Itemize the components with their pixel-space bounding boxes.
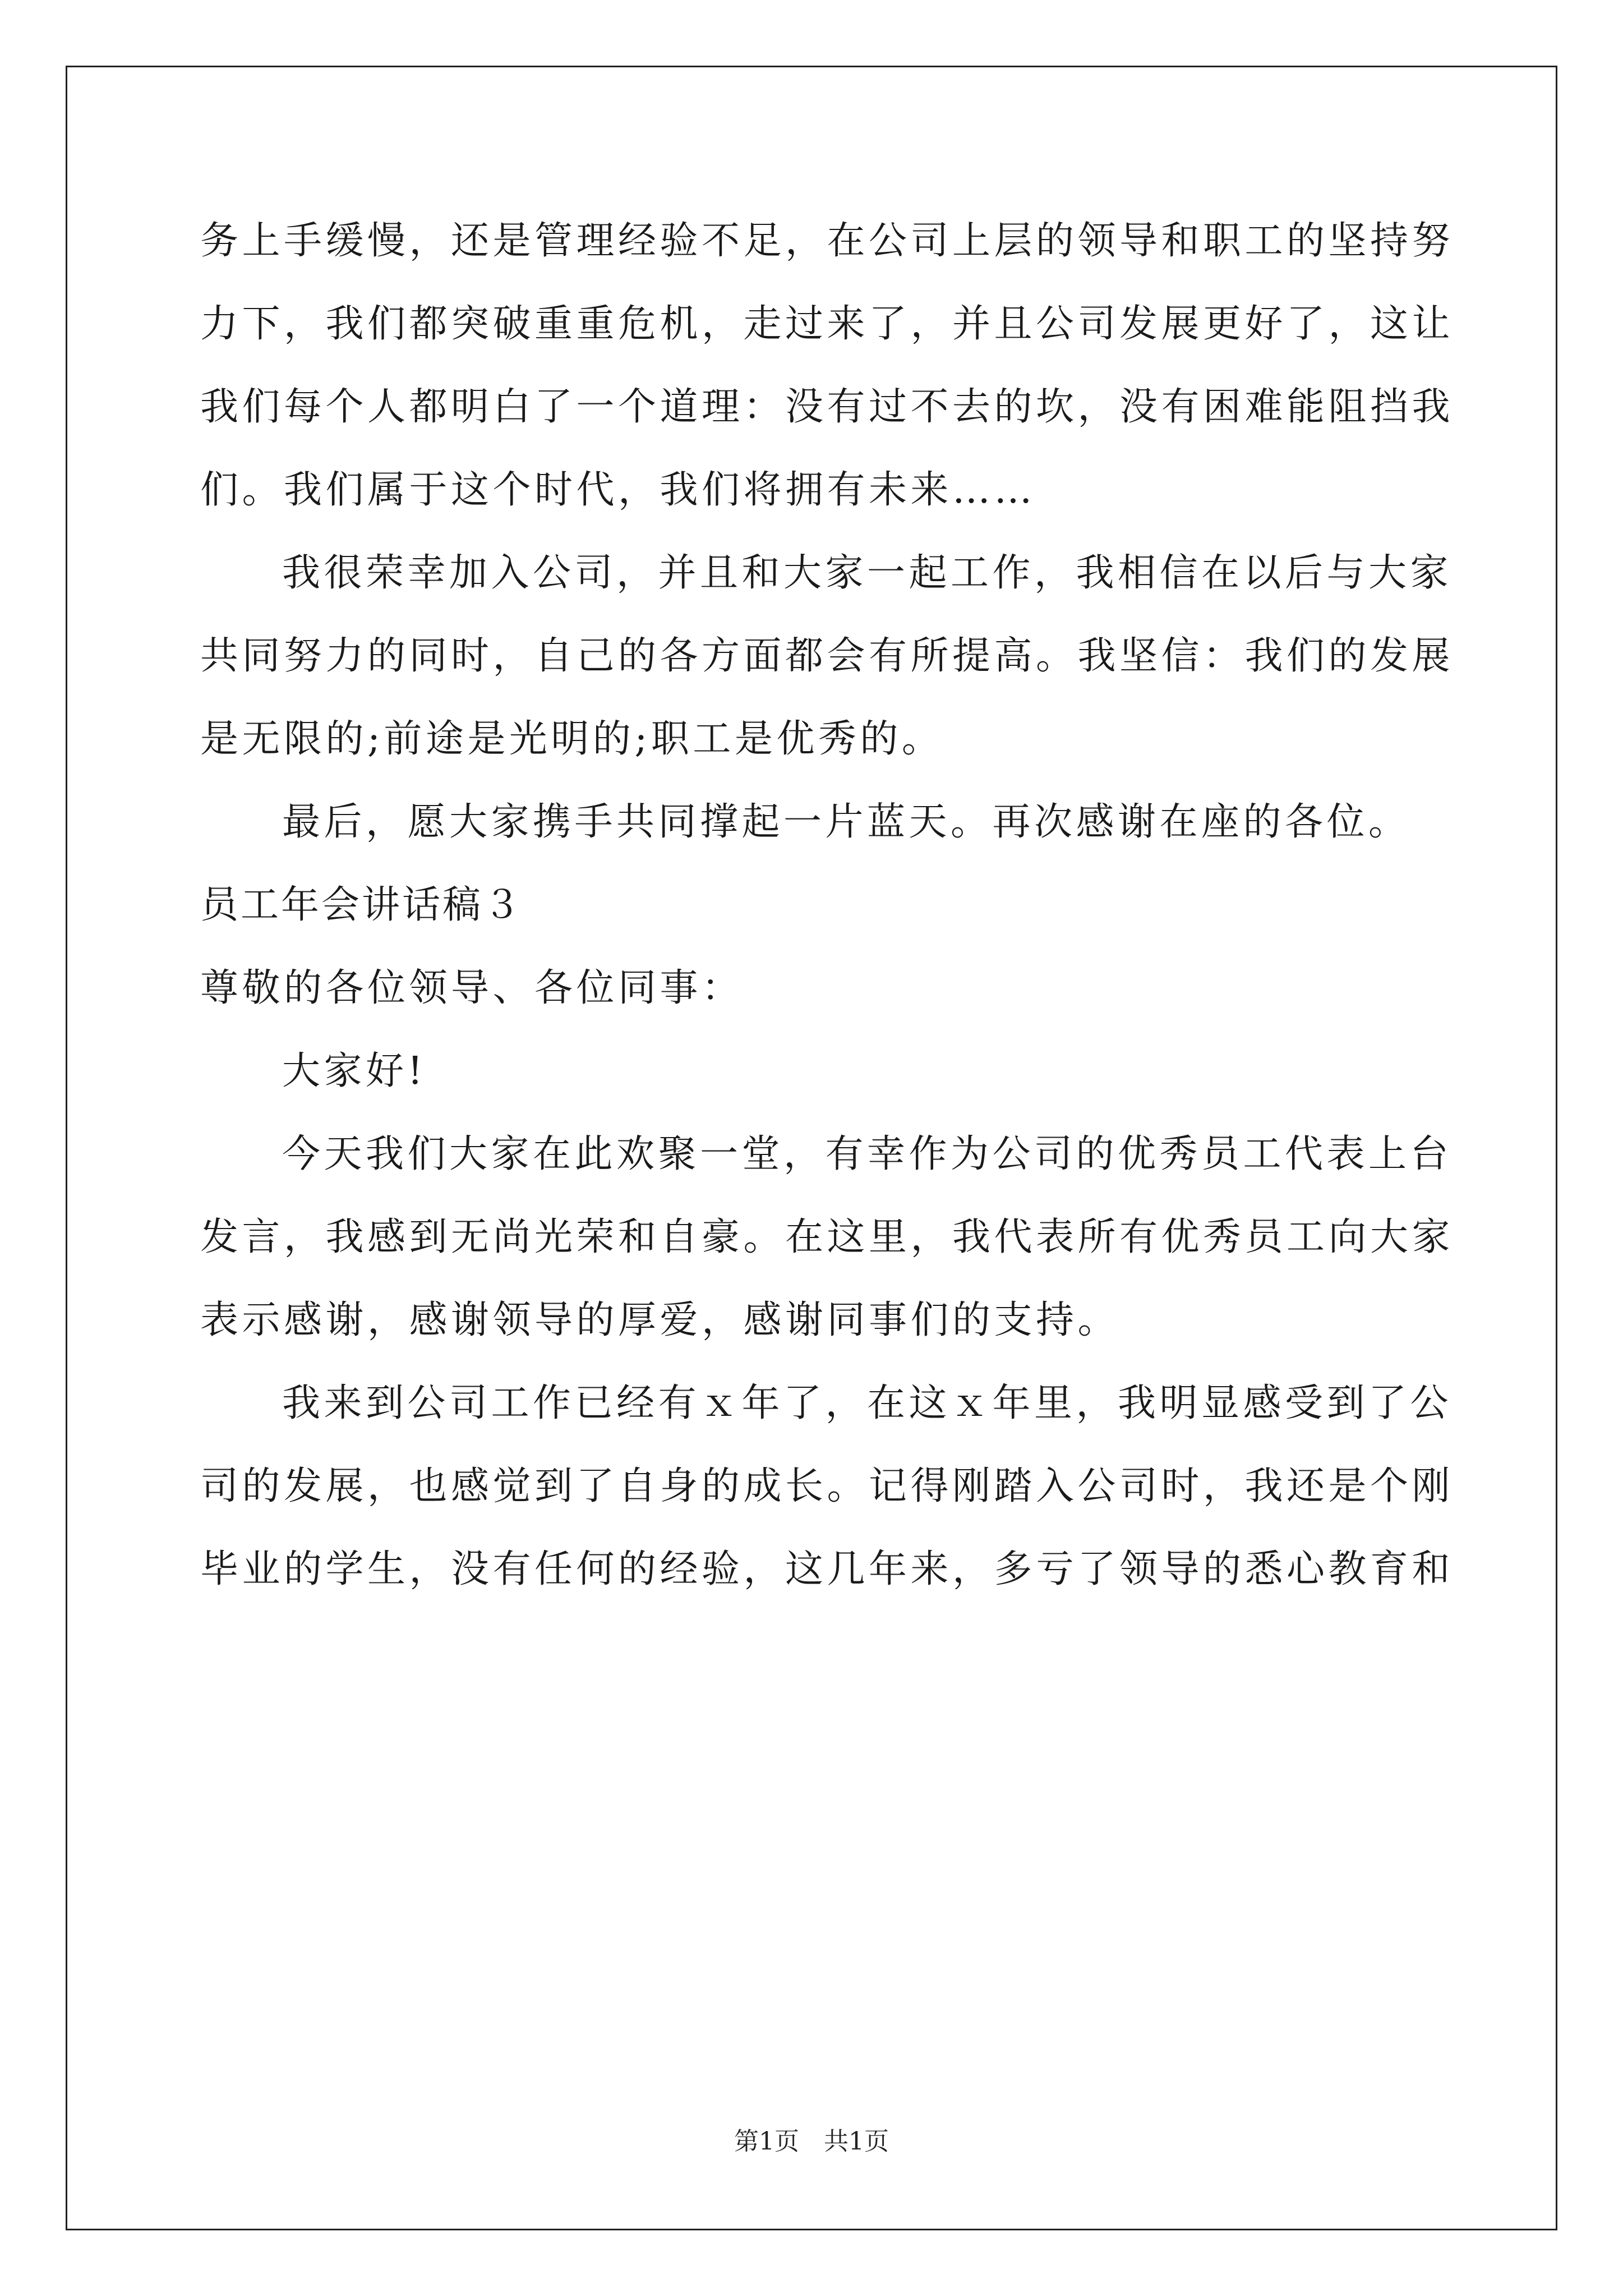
text-line: 共同努力的同时，自己的各方面都会有所提高。我坚信：我们的发展 [200,634,1454,678]
text-line: 司的发展，也感觉到了自身的成长。记得刚踏入公司时，我还是个刚 [200,1464,1454,1508]
text-line: 是无限的;前途是光明的;职工是优秀的。 [200,717,944,761]
salutation: 尊敬的各位领导、各位同事： [200,966,744,1010]
text-line: 我们每个人都明白了一个道理：没有过不去的坎，没有困难能阻挡我 [200,385,1454,429]
page-number-footer: 第1页 共1页 [734,2127,889,2156]
text-line: 务上手缓慢，还是管理经验不足，在公司上层的领导和职工的坚持努 [200,219,1454,263]
text-line: 毕业的学生，没有任何的经验，这几年来，多亏了领导的悉心教育和 [200,1547,1454,1591]
section-heading: 员工年会讲话稿３ [200,883,524,927]
paragraph-first-line: 我来到公司工作已经有ｘ年了，在这ｘ年里，我明显感受到了公 [282,1381,1453,1425]
text-line: 们。我们属于这个时代，我们将拥有未来…… [200,468,1036,512]
text-line: 发言，我感到无尚光荣和自豪。在这里，我代表所有优秀员工向大家 [200,1215,1454,1259]
paragraph-first-line: 我很荣幸加入公司，并且和大家一起工作，我相信在以后与大家 [282,551,1453,595]
paragraph-first-line: 最后，愿大家携手共同撑起一片蓝天。再次感谢在座的各位。 [282,800,1410,844]
text-line: 力下，我们都突破重重危机，走过来了，并且公司发展更好了，这让 [200,302,1454,346]
text-line: 表示感谢，感谢领导的厚爱，感谢同事们的支持。 [200,1298,1120,1342]
greeting: 大家好! [282,1049,427,1093]
paragraph-first-line: 今天我们大家在此欢聚一堂，有幸作为公司的优秀员工代表上台 [282,1132,1453,1176]
